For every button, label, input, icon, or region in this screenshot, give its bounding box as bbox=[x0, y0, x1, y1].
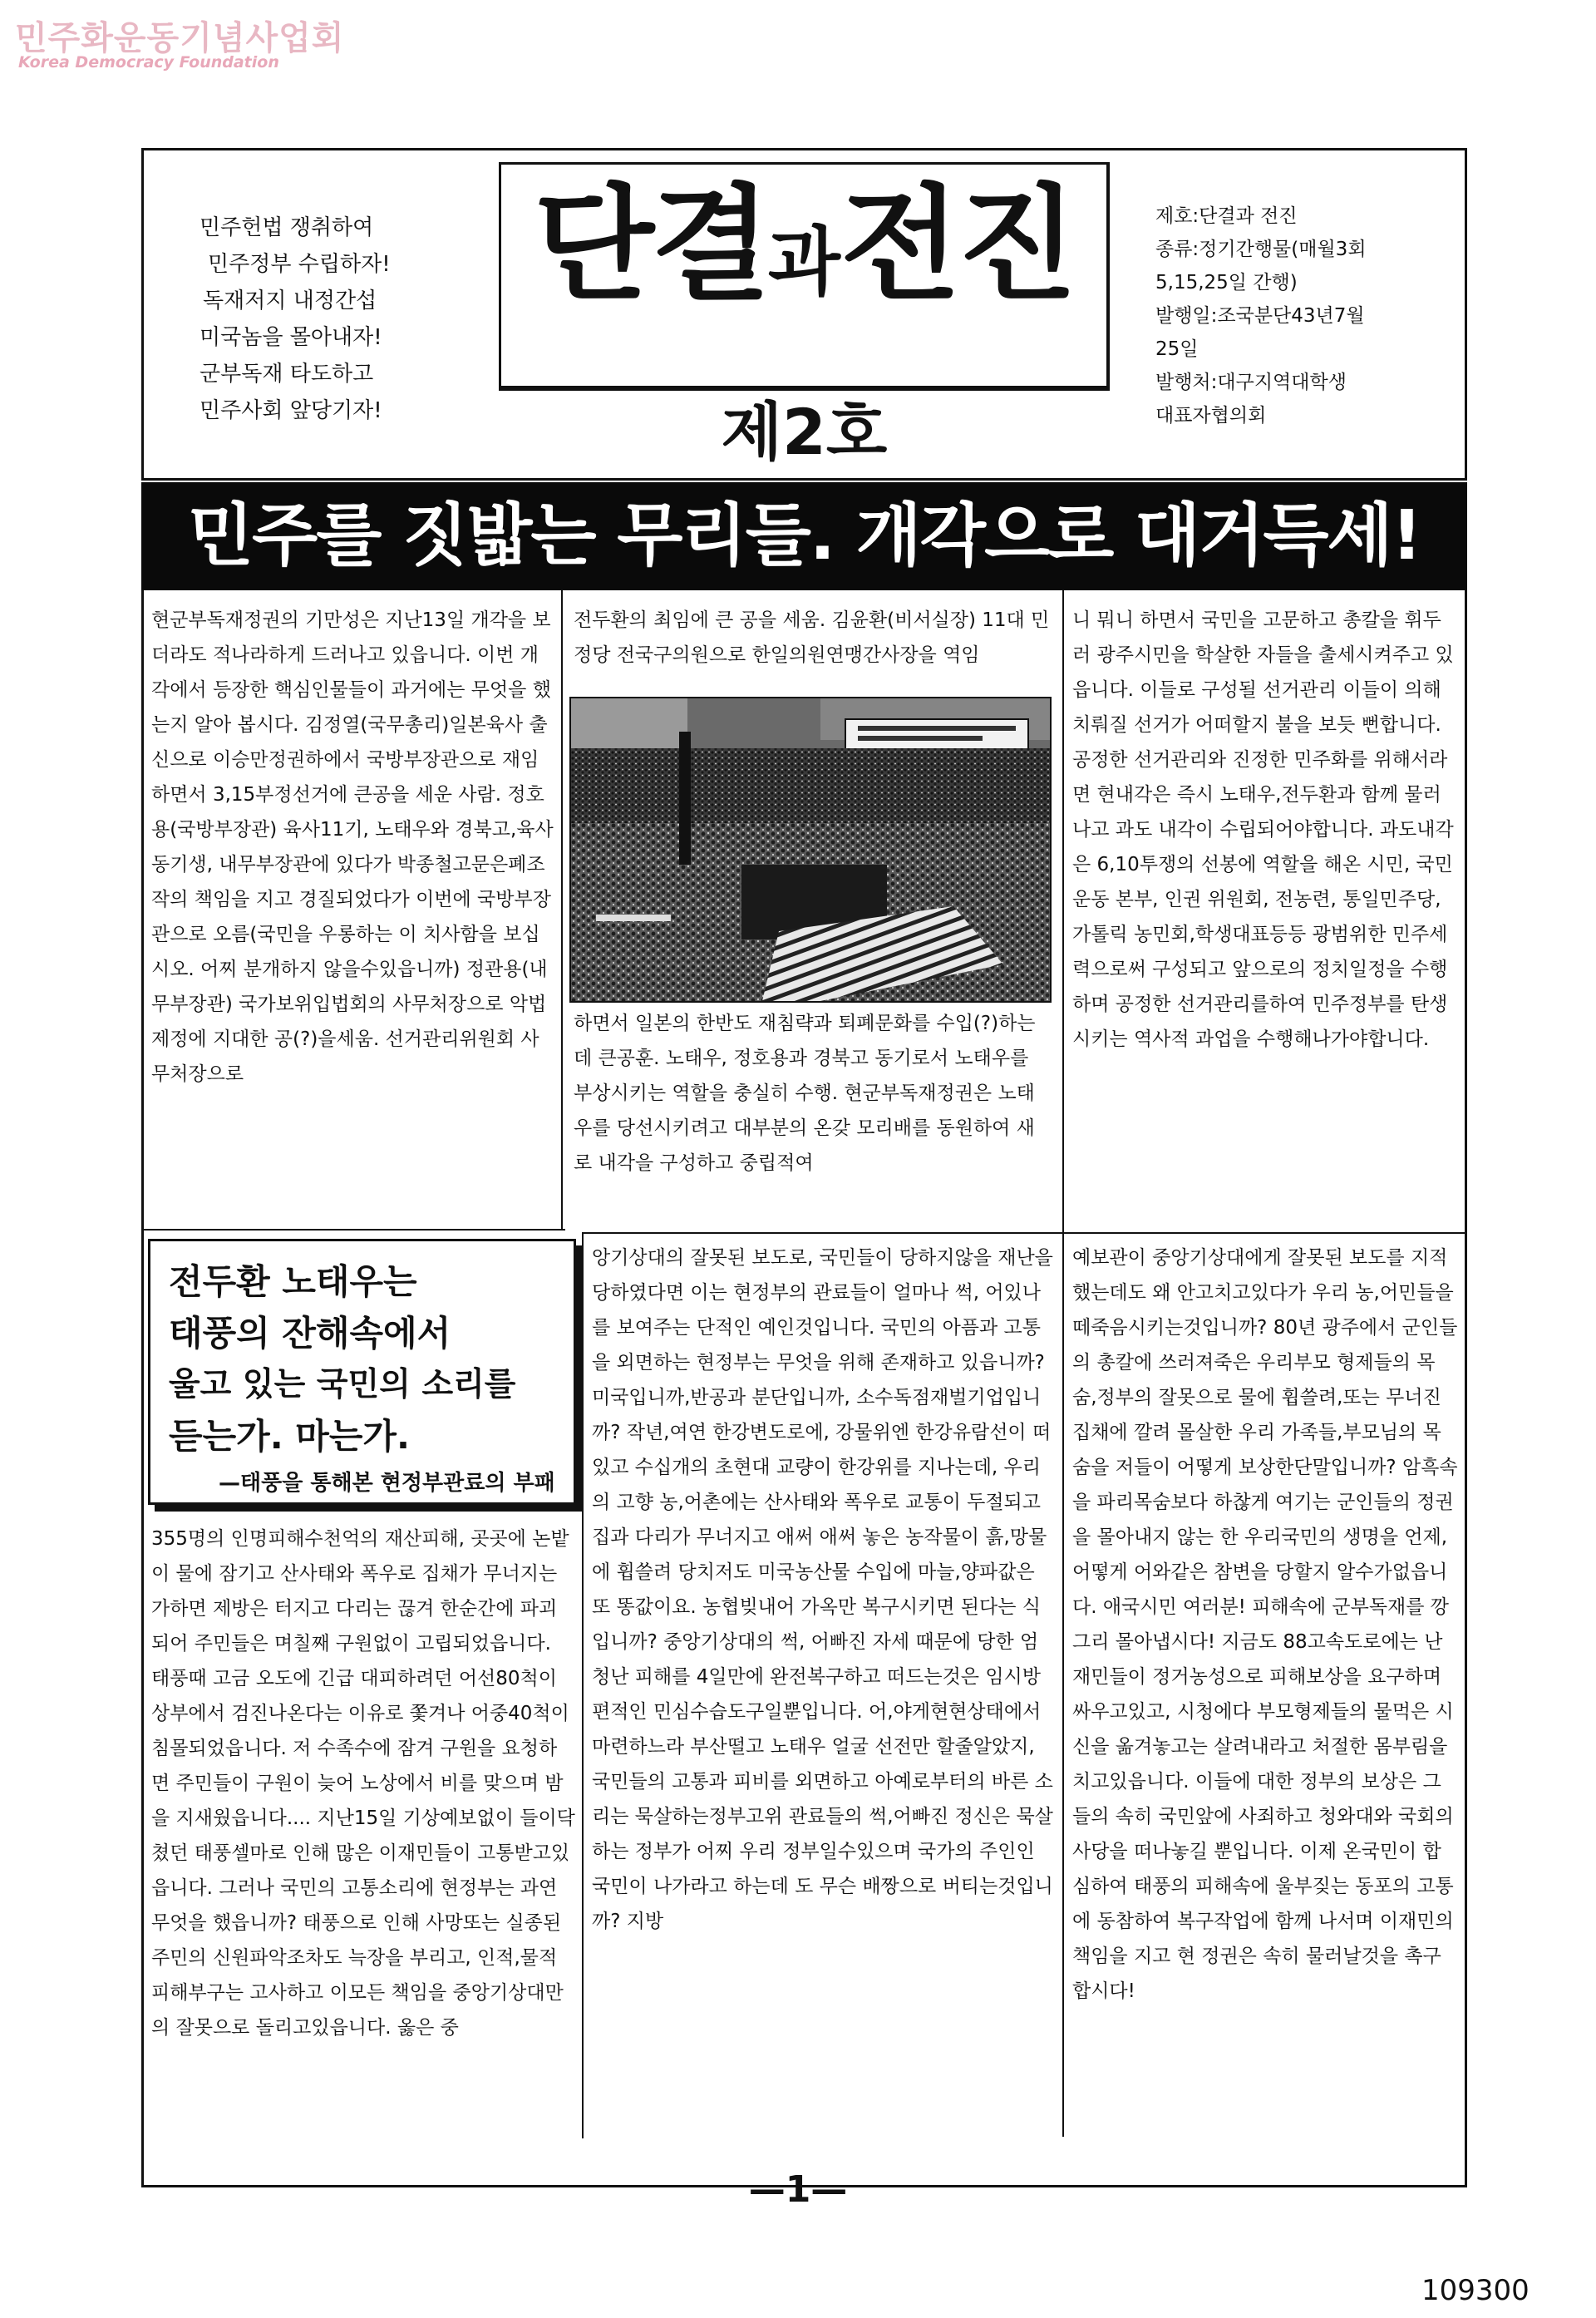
column-divider bbox=[582, 1232, 584, 2138]
page-number: —1— bbox=[748, 2168, 848, 2211]
article2-headline-line: 태풍의 잔해속에서 bbox=[169, 1313, 451, 1354]
slogan-line: 독재저지 내정간섭 bbox=[203, 289, 377, 313]
pub-info-line: 발행일:조국분단43년7월 bbox=[1155, 305, 1365, 327]
publication-info bbox=[1155, 200, 1455, 432]
page-right-border bbox=[1465, 590, 1467, 2187]
pub-info-line: 제호:단결과 전진 bbox=[1155, 205, 1298, 227]
slogan-line: 민주정부 수립하자! bbox=[208, 252, 391, 277]
article1-column-2-bottom: 하면서 일본의 한반도 재침략과 퇴폐문화를 수입(?)하는데 큰공훈. 노태우, 정호용과 경북고 동기로서 노태우를 부상시키는 역할을 충실히 수행. 현군부독재정권은 노태우를 당선시키려고 대부분의 온갖 모리배를 동원하여 새로 내각을 구성하고 중립적여 bbox=[574, 1013, 1036, 1174]
article2-subheadline: —태풍을 통해본 현정부관료의 부패 bbox=[219, 1471, 555, 1496]
pub-info-line: 대표자협의회 bbox=[1155, 405, 1267, 427]
slogan-line: 군부독재 타도하고 bbox=[200, 362, 374, 387]
section-divider bbox=[582, 1232, 1465, 1234]
article2-column-1: 355명의 인명피해수천억의 재산피해, 곳곳에 논밭이 물에 잠기고 산사태와 폭우로 집채가 무너지는가하면 제방은 터지고 다리는 끊겨 한순간에 파괴되어 주민들은 며칠째 구원없이 고립되었읍니다. 태풍때 고금 오도에 긴급 대피하려던 어선80척이 상부에서 검진나온다는 이유로 쫓겨나 어중40척이 침몰되었읍니다. 저 수족수에 잠겨 구원을 요청하면 주민들이 구원이 늦어 노상에서 비를 맞으며 밤을 지새웠읍니다.... 지난15일 기상예보없이 들이닥쳤던 태풍셀마로 인해 많은 이재민들이 고통받고있읍니다. 그러나 국민의 고통소리에 현정부는 과연 무엇을 했읍니까? 태풍으로 인해 사망또는 실종된 주민의 신원파악조차도 늑장을 부리고, 인적,물적 피해부구는 고사하고 이모든 책임을 중앙기상대만의 잘못으로 돌리고있읍니다. 옳은 중 bbox=[151, 1528, 575, 2039]
column-divider bbox=[1062, 590, 1064, 2137]
banner-headline: 민주를 짓밟는 무리들. 개각으로 대거득세! bbox=[187, 496, 1421, 575]
slogan-line: 민주사회 앞당기자! bbox=[200, 398, 382, 423]
page-left-border bbox=[141, 590, 144, 2187]
article2-headline-line: 울고 있는 국민의 소리를 bbox=[169, 1366, 516, 1403]
section-divider bbox=[141, 1229, 565, 1231]
slogan-line: 미국놈을 몰아내자! bbox=[200, 325, 382, 350]
article2-headline-line: 듣는가. 마는가. bbox=[169, 1416, 410, 1457]
issue-number: 제2호 bbox=[721, 395, 888, 469]
title-word-2: 전진 bbox=[840, 173, 1075, 318]
pub-info-line: 5,15,25일 간행) bbox=[1155, 272, 1298, 293]
archive-number: 109300 bbox=[1421, 2274, 1530, 2307]
crowd-photo-image bbox=[571, 698, 1050, 1001]
column-divider bbox=[561, 590, 563, 1231]
pub-info-line: 발행처:대구지역대학생 bbox=[1155, 372, 1347, 393]
article2-column-3: 예보관이 중앙기상대에게 잘못된 보도를 지적했는데도 왜 안고치고있다가 우리 농,어민들을 떼죽음시키는것입니까? 80년 광주에서 군인들의 총칼에 쓰러져죽은 우리부모 형제들의 목숨,정부의 잘못으로 물에 휩쓸려,또는 무너진 집채에 깔려 몰살한 우리 가족들,부모님의 목숨을 저들이 어떻게 보상한단말입니까? 암흑속을 파리목숨보다 하찮게 여기는 군인들의 정권을 몰아내지 않는 한 우리국민의 생명을 언제,어떻게 어와같은 참변을 당할지 알수가없읍니다. 애국시민 여러분! 피해속에 군부독재를 깡그리 몰아냅시다! 지금도 88고속도로에는 난재민들이 정거농성으로 피해보상을 요구하며 싸우고있고, 시청에다 부모형제들의 물먹은 시신을 옮겨놓고는 살려내라고 처절한 몸부림을 치고있읍니다. 이들에 대한 정부의 보상은 그들의 속히 국민앞에 사죄하고 청와대와 국회의사당을 떠나놓길 뿐입니다. 이제 온국민이 합심하여 태풍의 피해속에 울부짖는 동포의 고통에 동참하여 복구작업에 함께 나서며 이재민의 책임을 지고 현 정권은 속히 물러날것을 촉구합시다! bbox=[1072, 1247, 1458, 2002]
article2-column-2: 앙기상대의 잘못된 보도로, 국민들이 당하지않을 재난을 당하였다면 이는 현정부의 관료들이 얼마나 썩, 어있나를 보여주는 단적인 예인것입니다. 국민의 아픔과 고통을 외면하는 현정부는 무엇을 위해 존재하고 있읍니까? 미국입니까,반공과 분단입니까, 소수독점재벌기업입니까? 작년,여연 한강변도로에, 강물위엔 한강유람선이 떠있고 수십개의 초현대 교량이 한강위를 지나는데, 우리의 고향 농,어촌에는 산사태와 폭우로 교통이 두절되고 집과 다리가 무너지고 애써 애써 놓은 농작물이 흙,망물에 휩쓸려 당치저도 미국농산물 수입에 마늘,양파값은 또 똥값이요. 농협빚내어 가옥만 복구시키면 된다는 식입니까? 중앙기상대의 썩, 어빠진 자세 때문에 당한 엄청난 피해를 4일만에 완전복구하고 떠드는것은 임시방편적인 민심수습도구일뿐입니다. 어,야게현현상태에서 마련하느라 부산떨고 노태우 얼굴 선전만 할줄알았지, 국민들의 고통과 피비를 외면하고 아예로부터의 바른 소리는 묵살하는정부고위 관료들의 썩,어빠진 정신은 묵살하는 정부가 어찌 우리 정부일수있으며 국가의 주인인 국민이 나가라고 하는데 도 무슨 배짱으로 버티는것입니까? 지방 bbox=[592, 1247, 1053, 1932]
article2-headline-line: 전두환 노태우는 bbox=[169, 1261, 417, 1302]
article1-column-3: 니 뭐니 하면서 국민을 고문하고 총칼을 휘두러 광주시민을 학살한 자들을 출세시켜주고 있읍니다. 이들로 구성될 선거관리 이들이 의해 치뤄질 선거가 어떠할지 불을 보듯 뻔합니다. 공정한 선거관리와 진정한 민주화를 위해서라면 현내각은 즉시 노태우,전두환과 함께 물러나고 과도 내각이 수립되어야합니다. 과도내각은 6,10투쟁의 선봉에 역할을 해온 시민, 국민운동 본부, 인권 위원회, 전농련, 통일민주당, 가톨릭 농민회,학생대표등등 광범위한 민주세력으로써 구성되고 앞으로의 정치일정을 수행하며 공정한 선거관리를하여 민주정부를 탄생시키는 역사적 과업을 수행해나가야합니다. bbox=[1072, 609, 1454, 1050]
slogan-list bbox=[200, 210, 391, 429]
watermark-logo-english: Korea Democracy Foundation bbox=[18, 53, 279, 72]
article1-column-2-top: 전두환의 최임에 큰 공을 세움. 김윤환(비서실장) 11대 민정당 전국구의원으로 한일의원연맹간사장을 역임 bbox=[574, 609, 1050, 666]
newspaper-title bbox=[499, 166, 1110, 342]
title-conjunction: 과 bbox=[768, 219, 840, 306]
rally-photo bbox=[569, 697, 1052, 1003]
slogan-line: 민주헌법 쟁취하여 bbox=[200, 215, 374, 240]
pub-info-line: 종류:정기간행물(매월3회 bbox=[1155, 239, 1367, 260]
article1-column-1: 현군부독재정권의 기만성은 지난13일 개각을 보더라도 적나라하게 드러나고 있읍니다. 이번 개각에서 등장한 핵심인물들이 과거에는 무엇을 했는지 알아 봅시다. 김정열(국무총리)일본육사 출신으로 이승만정권하에서 국방부장관으로 재임하면서 3,15부정선거에 큰공을 세운 사람. 정호용(국방부장관) 육사11기, 노태우와 경북고,육사동기생, 내무부장관에 있다가 박종철고문은폐조작의 책임을 지고 경질되었다가 이번에 국방부장관으로 오름(국민을 우롱하는 이 치사함을 보십시오. 어찌 분개하지 않을수있읍니까) 정관용(내무부장관) 국가보위입법회의 사무처장으로 악법제정에 지대한 공(?)을세움. 선거관리위원회 사무처장으로 bbox=[151, 609, 554, 1085]
title-word-1: 단결 bbox=[534, 173, 769, 318]
article2-headline-box bbox=[148, 1239, 576, 1505]
watermark-logo-korean: 민주화운동기념사업회 bbox=[15, 19, 345, 57]
pub-info-line: 25일 bbox=[1155, 338, 1199, 360]
